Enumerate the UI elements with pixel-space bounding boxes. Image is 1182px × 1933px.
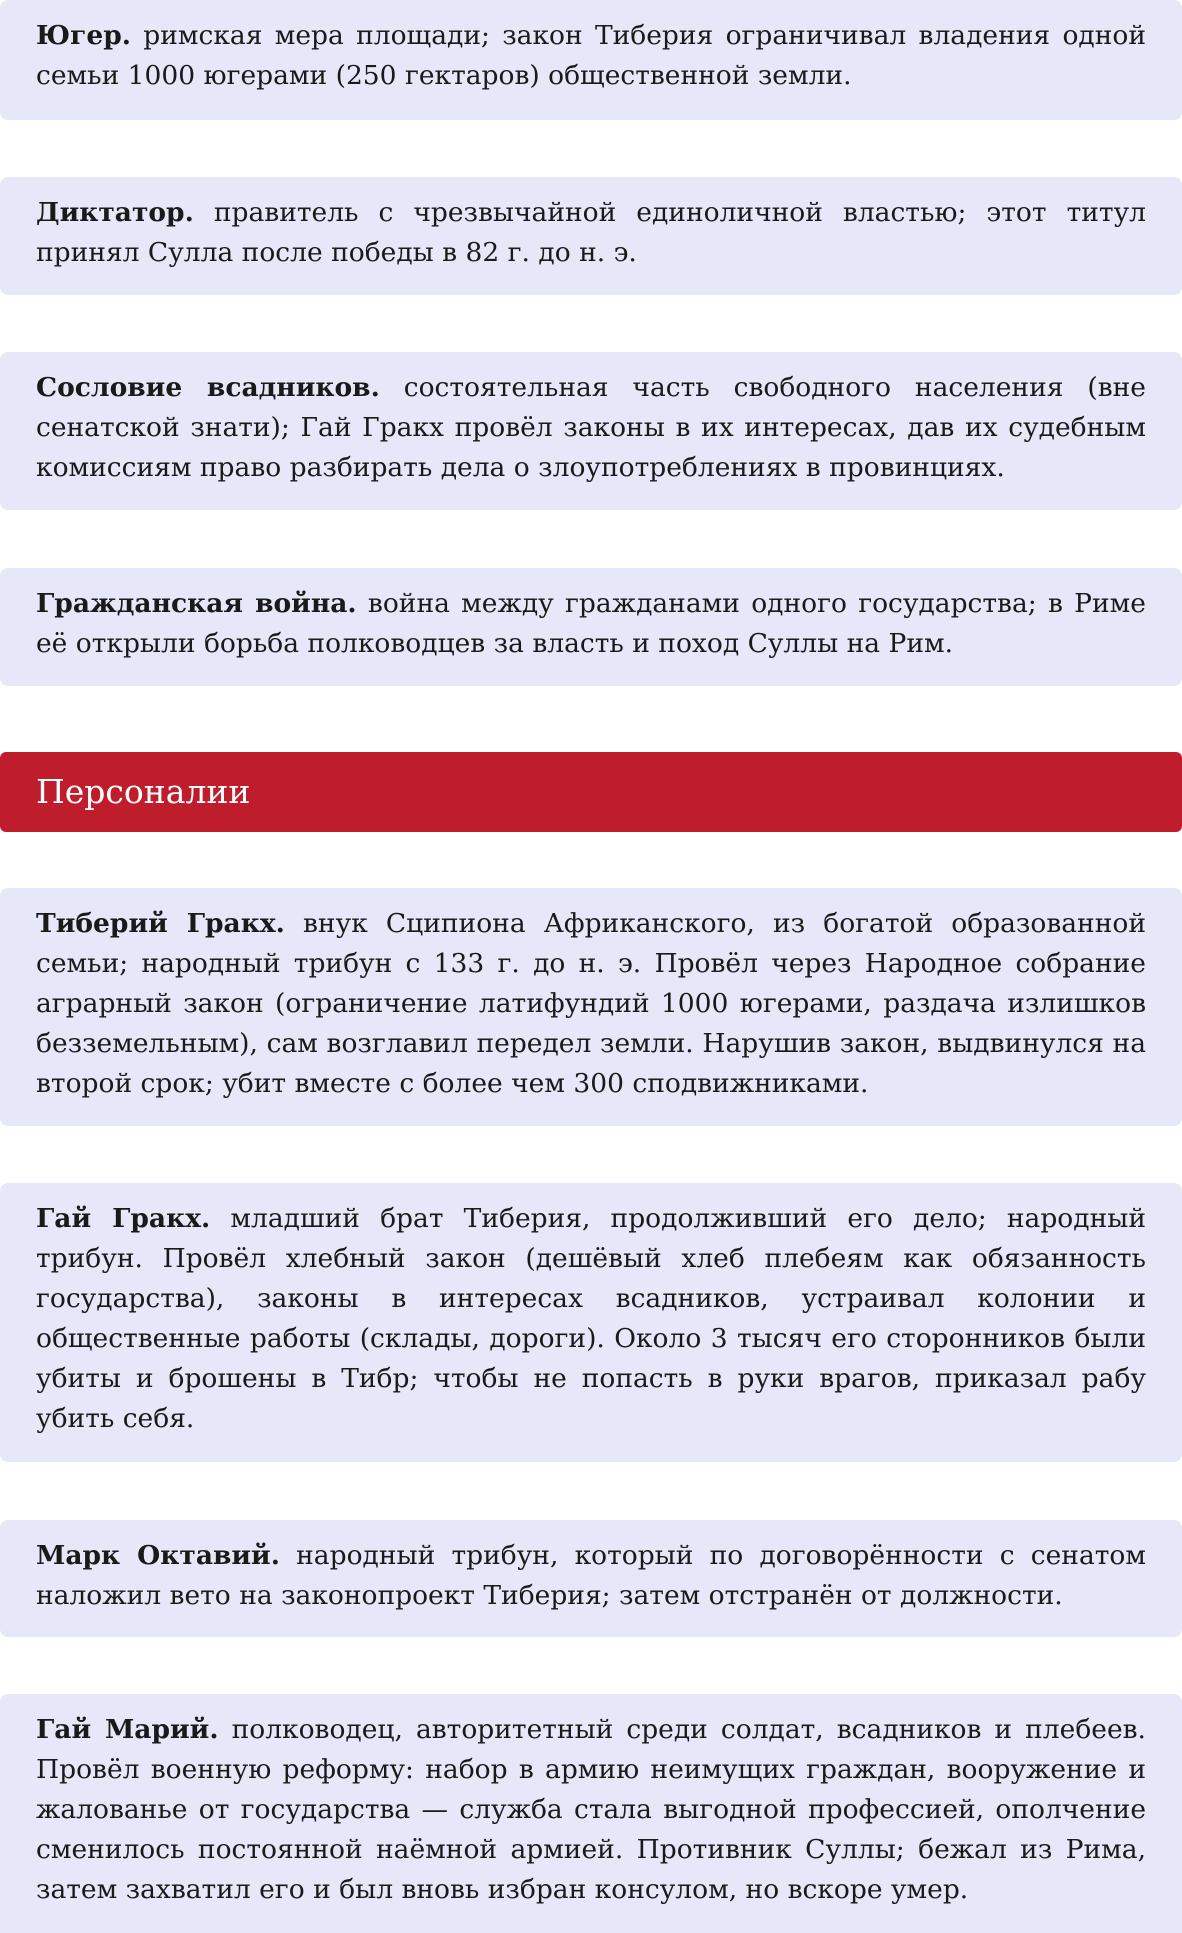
person-card-marcus-octavius xyxy=(0,1520,1182,1637)
glossary-definition: состоятельная часть свободного населения (вне сенатской знати); Гай Гракх провёл законы в их интересах, дав их судебным комиссиям право разбирать дела о злоупотреблениях в провинциях. xyxy=(36,372,1146,483)
glossary-entry xyxy=(36,16,1146,96)
person-entry xyxy=(36,904,1146,1104)
glossary-term: Гражданская война. xyxy=(36,588,357,619)
person-entry xyxy=(36,1710,1146,1910)
glossary-card-dictator xyxy=(0,177,1182,295)
person-name: Гай Гракх. xyxy=(36,1203,211,1234)
glossary-card-yuger xyxy=(0,0,1182,120)
person-name: Тиберий Гракх. xyxy=(36,908,285,939)
person-entry xyxy=(36,1536,1146,1616)
glossary-entry xyxy=(36,193,1146,273)
glossary-term: Сословие всадников. xyxy=(36,372,380,403)
glossary-card-equestrians xyxy=(0,352,1182,510)
glossary-definition: война между гражданами одного государства; в Риме её открыли борьба полководцев за власть и поход Суллы на Рим. xyxy=(36,588,1146,659)
glossary-entry xyxy=(36,368,1146,488)
glossary-card-civil-war xyxy=(0,568,1182,686)
person-description: полководец, авторитетный среди солдат, всадников и плебеев. Провёл военную реформу: набор в армию неимущих граждан, вооружение и жалованье от государства — служба стала выгодной профессией, ополчение сменилось постоянной наёмной армией. Противник Суллы; бежал из Рима, затем захватил его и был вновь избран консулом, но вскоре умер. xyxy=(36,1714,1146,1905)
glossary-term: Диктатор. xyxy=(36,197,194,228)
person-entry xyxy=(36,1199,1146,1439)
glossary-definition: правитель с чрезвычайной единоличной властью; этот титул принял Сулла после победы в 82 г. до н. э. xyxy=(36,197,1146,268)
person-card-gaius-gracchus xyxy=(0,1183,1182,1462)
person-card-tiberius-gracchus xyxy=(0,888,1182,1126)
person-name: Марк Октавий. xyxy=(36,1540,280,1571)
glossary-entry xyxy=(36,584,1146,664)
person-description: младший брат Тиберия, продолживший его дело; народный трибун. Провёл хлебный закон (дешёвый хлеб плебеям как обязанность государства), законы в интересах всадников, устраивал колонии и общественные работы (склады, дороги). Около 3 тысяч его сторонников были убиты и брошены в Тибр; чтобы не попасть в руки врагов, приказал рабу убить себя. xyxy=(36,1203,1146,1434)
section-header-personalities: Персоналии xyxy=(0,752,1182,832)
person-description: внук Сципиона Африканского, из богатой образованной семьи; народный трибун с 133 г. до н. э. Провёл через Народное собрание аграрный закон (ограничение латифундий 1000 югерами, раздача излишков безземельным), сам возглавил передел земли. Нарушив закон, выдвинулся на второй срок; убит вместе с более чем 300 сподвижниками. xyxy=(36,908,1146,1099)
glossary-definition: римская мера площади; закон Тиберия ограничивал владения одной семьи 1000 югерами (250 гектаров) общественной земли. xyxy=(36,20,1146,91)
person-name: Гай Марий. xyxy=(36,1714,219,1745)
person-description: народный трибун, который по договорённости с сенатом наложил вето на законопроект Тиберия; затем отстранён от должности. xyxy=(36,1540,1146,1611)
glossary-term: Югер. xyxy=(36,20,131,51)
person-card-gaius-marius xyxy=(0,1694,1182,1933)
